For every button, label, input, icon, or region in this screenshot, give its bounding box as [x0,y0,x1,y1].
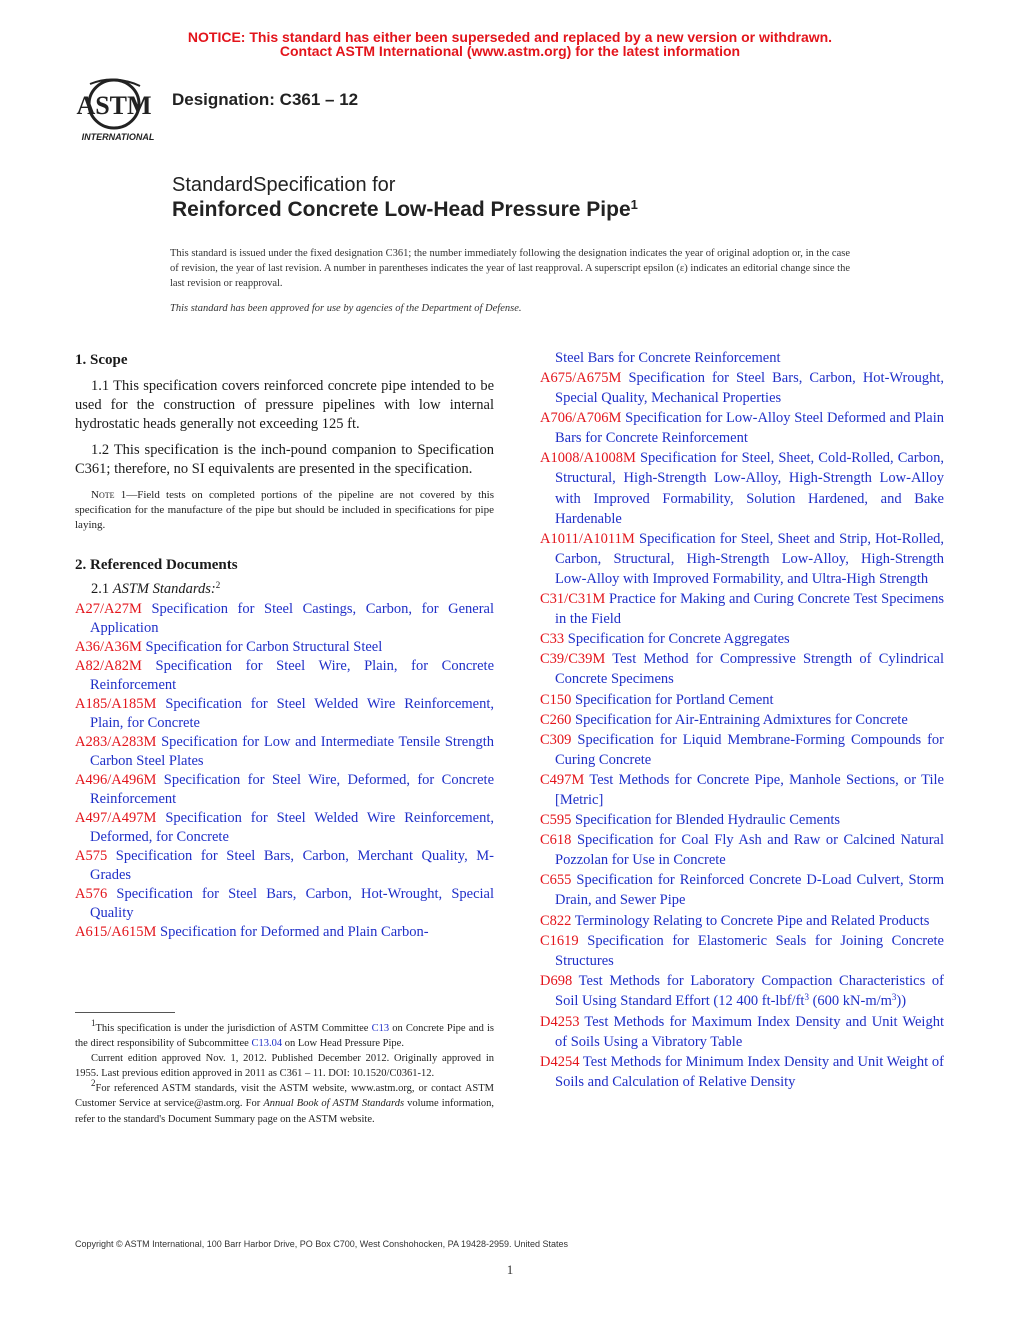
left-column [75,348,494,942]
reference-code[interactable]: A185/A185M [75,696,157,712]
reference-title[interactable]: Specification for Deformed and Plain Carbon- [160,924,429,940]
footnote-1-edition: Current edition approved Nov. 1, 2012. Published December 2012. Originally approved in 1955. Last previous edition approved in 2011 as C361 – 11. DOI: 10.1520/C0361-12. [75,1053,494,1080]
reference-title[interactable]: Test Methods for Laboratory Compaction Characteristics of Soil Using Standard Effort (12 400 ft-lbf/ft [555,972,944,1009]
reference-title[interactable]: Specification for Elastomeric Seals for Joining Concrete Structures [555,932,944,969]
reference-item[interactable] [75,638,494,657]
intro-approved: This standard has been approved for use by agencies of the Department of Defense. [170,303,522,314]
reference-code[interactable]: C150 [540,691,572,708]
reference-item[interactable] [540,1052,944,1092]
reference-item[interactable] [75,657,494,695]
reference-code[interactable]: D698 [540,972,573,989]
reference-item[interactable] [540,1012,944,1052]
reference-code[interactable]: A497/A497M [75,810,157,826]
reference-title[interactable]: Specification for Low-Alloy Steel Deformed and Plain Bars for Concrete Reinforcement [555,410,945,447]
reference-title[interactable]: Specification for Coal Fly Ash and Raw or Calcined Natural Pozzolan for Use in Concrete [555,832,945,869]
reference-code[interactable]: C1619 [540,932,579,949]
reference-code[interactable]: A675/A675M [540,370,622,386]
reference-item[interactable] [75,885,494,923]
reference-title[interactable]: Specification for Steel, Sheet and Strip, Hot-Rolled, Carbon, Structural, High-Strength Low-Alloy, High-Strength Low-Alloy with Improved Formability, and Ultra-High Strength [555,530,945,587]
reference-title[interactable]: Specification for Steel Bars, Carbon, Merchant Quality, M-Grades [90,848,495,883]
title-text: Reinforced Concrete Low-Head Pressure Pipe [172,198,631,221]
reference-code[interactable]: C260 [540,711,572,728]
note-text: —Field tests on completed portions of the pipeline are not covered by this specification for the manufacture of the pipe but should be included in specifications for pipe laying. [75,489,495,531]
reference-item[interactable] [540,690,944,710]
reference-item[interactable] [540,629,944,649]
reference-code[interactable]: C655 [540,872,572,889]
footnote-1: $^1$This specification is under the jurisdiction of ASTM Committee C13 on Concrete Pipe and is the direct responsibility of Subcommittee C13.04 on Low Head Pressure Pipe. [75,1018,494,1050]
reference-code[interactable]: C33 [540,631,565,648]
notice-line-1: NOTICE: This standard has either been superseded and replaced by a new version or withdrawn. [187,29,833,45]
reference-item[interactable] [75,600,494,638]
logo-letters: ASTM [76,91,152,120]
reference-item[interactable] [540,931,944,971]
reference-code[interactable]: C309 [540,731,572,748]
reference-title[interactable]: Specification for Reinforced Concrete D-Load Culvert, Storm Drain, and Sewer Pipe [555,872,944,909]
reference-code[interactable]: A706/A706M [540,410,622,427]
copyright: Copyright © ASTM International, 100 Barr Harbor Drive, PO Box C700, West Conshohocken, PA 19428-2959. United States [75,1239,569,1249]
footnotes [75,1018,494,1127]
designation: Designation: C361 – 12 [172,90,359,109]
scope-note [75,488,494,533]
reference-item[interactable] [540,770,944,810]
reference-title[interactable]: Specification for Steel Bars, Carbon, Hot-Wrought, Special Quality [90,886,495,921]
reference-code[interactable]: C618 [540,832,572,849]
reference-item[interactable] [540,408,944,448]
reference-code[interactable]: C595 [540,812,572,829]
reference-code[interactable]: A1008/A1008M [540,450,636,467]
reference-title[interactable]: Specification for Carbon Structural Steel [145,639,383,655]
referenced-heading: 2. Referenced Documents [75,557,238,573]
footnote-2: $^2$For referenced ASTM standards, visit the ASTM website, www.astm.org, or contact ASTM Customer Service at service@astm.org. For Annual Book of ASTM Standards volume information, refer to the standard's Document Summary page on the ASTM website. [75,1078,494,1125]
reference-title[interactable]: Specification for Steel Castings, Carbon, for General Application [90,601,494,636]
reference-title[interactable]: Test Methods for Concrete Pipe, Manhole Sections, or Tile [Metric] [555,771,944,808]
right-column [540,348,944,1092]
reference-title[interactable]: Terminology Relating to Concrete Pipe and Related Products [574,912,930,929]
reference-title[interactable]: Specification for Blended Hydraulic Cements [575,812,840,829]
reference-title[interactable]: Specification for Steel Welded Wire Reinforcement, Plain, for Concrete [90,696,495,731]
reference-title[interactable]: Test Methods for Minimum Index Density and Unit Weight of Soils and Calculation of Relative Density [555,1054,944,1091]
astm-standards-subhead: 2.1 ASTM Standards:$^2$ [91,580,221,597]
scope-para-2: 1.2 This specification is the inch-pound companion to Specification C361; therefore, no SI equivalents are presented in the specification. [75,442,494,477]
reference-item[interactable] [540,368,944,408]
reference-continuation[interactable]: Steel Bars for Concrete Reinforcement [555,350,781,366]
reference-code[interactable]: A1011/A1011M [540,530,635,547]
reference-title[interactable]: Specification for Steel Bars, Carbon, Hot-Wrought, Special Quality, Mechanical Properties [555,370,944,407]
scope-heading: 1. Scope [75,352,128,368]
reference-item[interactable] [540,870,944,910]
reference-item[interactable] [540,529,944,589]
reference-code[interactable]: C822 [540,912,572,929]
reference-code[interactable]: A283/A283M [75,734,157,750]
reference-item[interactable] [540,911,944,931]
reference-item[interactable] [540,448,944,528]
reference-title[interactable]: Specification for Low and Intermediate Tensile Strength Carbon Steel Plates [90,734,494,769]
reference-item[interactable] [75,847,494,885]
astm-logo [74,74,164,144]
left-reference-list [75,600,494,942]
reference-code[interactable]: C31/C31M [540,591,606,608]
reference-item[interactable] [75,771,494,809]
reference-item[interactable] [540,649,944,689]
footnote-rule [75,1012,175,1013]
logo-caption: INTERNATIONAL [81,132,155,142]
title-line-1: StandardSpecification for [172,174,396,196]
reference-code[interactable]: A27/A27M [75,601,142,617]
committee-link[interactable]: C13 [371,1023,390,1034]
reference-item[interactable] [540,830,944,870]
reference-code[interactable]: A615/A615M [75,924,157,940]
reference-code[interactable]: A575 [75,848,108,864]
reference-item[interactable] [540,589,944,629]
right-reference-list [540,368,944,1092]
reference-item[interactable] [75,695,494,733]
reference-code[interactable]: D4254 [540,1054,580,1071]
reference-code[interactable]: C497M [540,771,585,788]
reference-code[interactable]: A36/A36M [75,639,142,655]
reference-item[interactable] [540,710,944,730]
note-label: Note 1 [91,489,127,501]
scope-para-1: 1.1 This specification covers reinforced concrete pipe intended to be used for the construction of pressure pipelines with low internal hydrostatic heads generally not exceeding 125 ft. [75,378,494,432]
reference-title[interactable]: Specification for Portland Cement [575,691,774,708]
reference-title[interactable]: Specification for Air-Entraining Admixtures for Concrete [575,711,908,728]
reference-title[interactable]: Specification for Liquid Membrane-Forming Compounds for Curing Concrete [555,731,944,768]
reference-item[interactable]: D698 Test Methods for Laboratory Compaction Characteristics of Soil Using Standard Effort (12 400 $ft-lbf/ft^3$ (600 $kN-m/m^3$)) [540,972,944,1009]
reference-item[interactable] [540,810,944,830]
reference-item[interactable] [540,730,944,770]
reference-title[interactable]: Specification for Steel, Sheet, Cold-Rolled, Carbon, Structural, High-Strength Low-Alloy, High-Strength Low-Alloy with Improved Formability, Solution Hardened, and Bake Hardenable [555,450,944,527]
reference-code[interactable]: C39/C39M [540,651,606,668]
intro-issued: This standard is issued under the fixed designation C361; the number immediately following the designation indicates the year of original adoption or, in the case of revision, the year of last revision. A number in parentheses indicates the year of last reapproval. A superscript epsilon (ε) indicates an editorial change since the last revision or reapproval. [170,248,850,289]
reference-code[interactable]: A82/A82M [75,658,142,674]
reference-title[interactable]: Specification for Steel Welded Wire Reinforcement, Deformed, for Concrete [90,810,495,845]
reference-code[interactable]: A496/A496M [75,772,157,788]
title-line-2 [172,198,638,222]
reference-title[interactable]: Test Method for Compressive Strength of Cylindrical Concrete Specimens [555,651,944,688]
reference-title[interactable]: Specification for Concrete Aggregates [567,631,790,648]
notice-line-2: Contact ASTM International (www.astm.org) for the latest information [279,43,741,59]
page-number: 1 [506,1262,514,1277]
reference-item[interactable] [75,733,494,771]
reference-title[interactable]: Test Methods for Maximum Index Density and Unit Weight of Soils Using a Vibratory Table [555,1014,944,1051]
reference-item[interactable] [75,809,494,847]
reference-title[interactable]: Practice for Making and Curing Concrete Test Specimens in the Field [555,591,944,628]
reference-code[interactable]: D4253 [540,1014,580,1030]
reference-item[interactable] [75,923,494,942]
reference-title[interactable]: Specification for Steel Wire, Deformed, for Concrete Reinforcement [90,772,495,807]
subcommittee-link[interactable]: C13.04 [251,1038,283,1050]
reference-title[interactable]: Specification for Steel Wire, Plain, for Concrete Reinforcement [90,658,495,693]
title-footnote-mark: 1 [630,197,638,212]
reference-code[interactable]: A576 [75,886,108,902]
